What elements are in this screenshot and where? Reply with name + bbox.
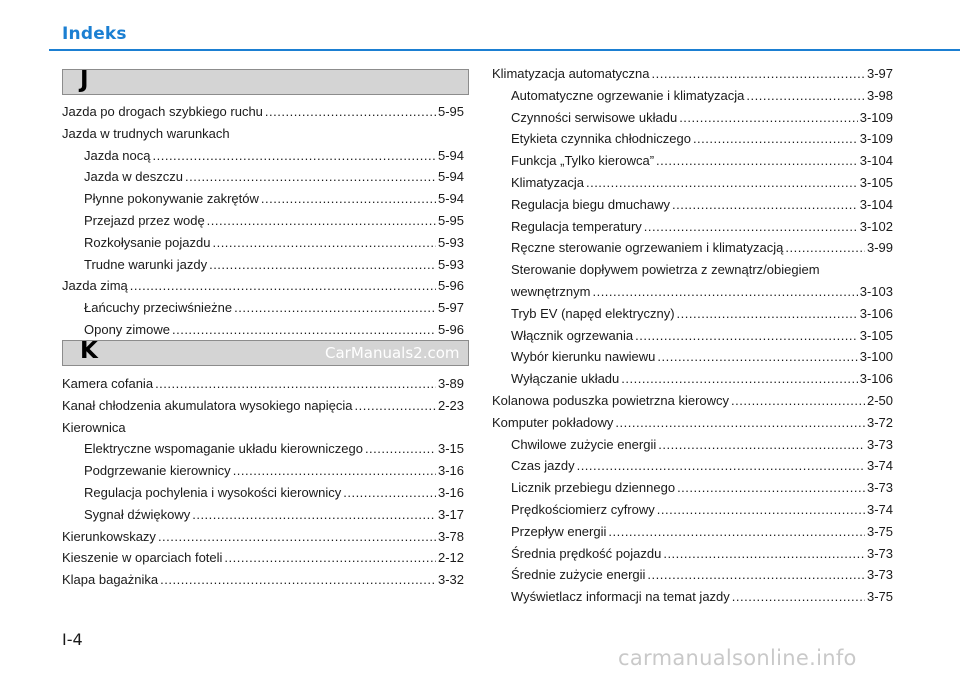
index-entry (511, 371, 893, 386)
index-entry (492, 415, 893, 430)
index-entry (511, 110, 893, 125)
index-entry (84, 257, 464, 272)
dot-leader (677, 306, 858, 321)
index-entry-label: Wyświetlacz informacji na temat jazdy (511, 589, 730, 605)
index-entry-label: Jazda nocą (84, 147, 151, 163)
dot-leader (677, 480, 865, 495)
section-letter-j: J (80, 67, 89, 93)
index-entry-page: 5-93 (437, 234, 464, 250)
index-entry-page: 5-94 (437, 191, 464, 207)
index-entry (511, 589, 893, 604)
index-entry-label: Funkcja „Tylko kierowca” (511, 153, 655, 169)
index-entry-page: 2-12 (437, 550, 464, 566)
index-entry (62, 420, 464, 435)
index-entry (511, 153, 893, 168)
index-entry (84, 300, 464, 315)
index-entry (511, 131, 893, 146)
index-entry (511, 502, 893, 517)
index-entry (511, 262, 893, 277)
index-entry-page: 3-16 (437, 463, 464, 479)
dot-leader (644, 219, 858, 234)
index-entry (62, 572, 464, 587)
index-entry-page: 3-104 (859, 153, 893, 169)
index-entry-page: 3-103 (859, 284, 893, 299)
dot-leader (209, 257, 436, 272)
index-entry-label: Czas jazdy (511, 458, 575, 474)
index-entry (84, 507, 464, 522)
dot-leader (608, 524, 865, 539)
index-entry-label: Regulacja pochylenia i wysokości kierownicy (84, 485, 342, 500)
index-entry-page: 3-105 (859, 175, 893, 190)
dot-leader (185, 169, 436, 184)
index-entry-page: 3-15 (437, 441, 464, 457)
index-entry-label: Wybór kierunku nawiewu (511, 349, 656, 365)
dot-leader (155, 376, 436, 391)
index-entry-page: 3-74 (866, 458, 893, 474)
index-entry (511, 458, 893, 473)
dot-leader (153, 148, 436, 163)
index-entry (84, 322, 464, 337)
index-entry (511, 306, 893, 321)
index-entry-label: Automatyczne ogrzewanie i klimatyzacja (511, 87, 745, 103)
index-entry-page: 3-99 (866, 240, 893, 256)
index-entry-label: Regulacja temperatury (511, 218, 642, 234)
index-entry-label: Kierownica (62, 419, 126, 435)
index-entry (62, 550, 464, 565)
index-entry-label: Etykieta czynnika chłodniczego (511, 131, 691, 147)
index-entry (84, 463, 464, 478)
index-entry-label: Jazda zimą (62, 278, 128, 294)
index-entry (84, 213, 464, 228)
index-entry-page: 3-32 (437, 572, 464, 588)
dot-leader (130, 278, 436, 293)
section-header-k (62, 340, 469, 366)
index-entry-label: Podgrzewanie kierownicy (84, 463, 231, 479)
index-entry-label: Elektryczne wspomaganie układu kierowniczego (84, 441, 363, 457)
index-entry-page: 3-75 (866, 523, 893, 539)
index-entry (511, 88, 893, 103)
index-entry (84, 191, 464, 206)
index-entry-label: Komputer pokładowy (492, 414, 614, 430)
index-entry-label: Kieszenie w oparciach foteli (62, 550, 223, 566)
index-entry-page: 3-100 (859, 349, 893, 365)
dot-leader (592, 284, 857, 299)
index-entry-page: 3-75 (866, 589, 893, 605)
index-entry-page: 5-96 (437, 278, 464, 294)
index-entry-label: Kanał chłodzenia akumulatora wysokiego napięcia (62, 397, 353, 413)
index-entry-label: Sygnał dźwiękowy (84, 506, 191, 522)
index-entry-label: Klimatyzacja automatyczna (492, 66, 650, 81)
index-entry (511, 349, 893, 364)
index-entry-page: 3-109 (859, 109, 893, 125)
index-entry (511, 197, 893, 212)
dot-leader (192, 507, 436, 522)
dot-leader (158, 529, 436, 544)
index-entry-label: Chwilowe zużycie energii (511, 436, 657, 452)
dot-leader (172, 322, 436, 337)
index-entry-page: 3-109 (859, 131, 893, 147)
dot-leader (365, 441, 436, 456)
dot-leader (657, 502, 865, 517)
dot-leader (615, 415, 865, 430)
index-entry (511, 240, 893, 255)
index-entry-label: Przejazd przez wodę (84, 213, 205, 228)
dot-leader (160, 572, 436, 587)
index-entry (511, 437, 893, 452)
index-entry-label: Klimatyzacja (511, 175, 584, 190)
index-entry-page: 3-73 (866, 436, 893, 452)
index-entry-page: 3-106 (859, 305, 893, 321)
index-entry-page: 5-94 (437, 147, 464, 163)
index-entry (62, 376, 464, 391)
index-entry-label: Czynności serwisowe układu (511, 109, 678, 125)
index-entry-page: 5-93 (437, 256, 464, 272)
index-entry (511, 567, 893, 582)
index-entry-page: 3-16 (437, 485, 464, 500)
section-header-j (62, 69, 469, 95)
index-entry-label: Łańcuchy przeciwśnieżne (84, 300, 233, 316)
index-entry-label: Kierunkowskazy (62, 528, 156, 544)
index-entry-label: Tryb EV (napęd elektryczny) (511, 305, 675, 321)
index-entry-page: 3-102 (859, 218, 893, 234)
index-entry (84, 485, 464, 500)
index-entry-label: Rozkołysanie pojazdu (84, 234, 211, 250)
index-entry (511, 480, 893, 495)
carmanuals-watermark: CarManuals2.com (325, 344, 460, 362)
index-entry-label: Wyłączanie układu (511, 371, 620, 387)
index-entry-page: 3-73 (866, 567, 893, 583)
index-entry (62, 278, 464, 293)
dot-leader (343, 485, 436, 500)
index-entry-page: 2-50 (866, 393, 893, 408)
dot-leader (577, 458, 865, 473)
index-entry (62, 104, 464, 119)
index-entry-page: 5-94 (437, 169, 464, 185)
dot-leader (224, 550, 436, 565)
index-entry-page: 3-74 (866, 502, 893, 517)
index-entry-page: 3-17 (437, 506, 464, 522)
index-entry-page: 5-95 (437, 104, 464, 119)
index-entry (511, 328, 893, 343)
index-entry-label: Prędkościomierz cyfrowy (511, 502, 655, 517)
index-entry-page: 3-106 (859, 371, 893, 387)
index-entry-label: Sterowanie dopływem powietrza z zewnątrz/obiegiem (511, 262, 820, 278)
index-entry-page: 3-104 (859, 196, 893, 212)
index-entry-page: 2-23 (437, 397, 464, 413)
index-entry-page: 3-73 (866, 545, 893, 561)
index-entry-label: Kolanowa poduszka powietrzna kierowcy (492, 393, 730, 408)
index-entry-label: Licznik przebiegu dziennego (511, 480, 676, 496)
index-entry-page: 3-72 (866, 414, 893, 430)
dot-leader (657, 349, 857, 364)
index-entry-label: Jazda w trudnych warunkach (62, 125, 230, 141)
dot-leader (785, 240, 865, 255)
index-entry (84, 169, 464, 184)
index-entry-label: Przepływ energii (511, 523, 607, 539)
index-entry (492, 393, 893, 408)
index-title: Indeks (62, 24, 127, 44)
dot-leader (746, 88, 865, 103)
index-entry-page: 3-89 (437, 376, 464, 391)
dot-leader (621, 371, 857, 386)
index-entry-label: Trudne warunki jazdy (84, 256, 208, 272)
index-entry-page: 5-97 (437, 300, 464, 316)
dot-leader (652, 66, 865, 81)
dot-leader (233, 463, 436, 478)
index-entry (84, 235, 464, 250)
dot-leader (647, 567, 865, 582)
index-entry-label: Regulacja biegu dmuchawy (511, 196, 670, 212)
dot-leader (731, 393, 865, 408)
dot-leader (656, 153, 858, 168)
index-entry (84, 441, 464, 456)
index-entry-page: 3-78 (437, 528, 464, 544)
index-entry (62, 529, 464, 544)
dot-leader (732, 589, 865, 604)
index-entry-label: Klapa bagażnika (62, 572, 159, 588)
index-entry-page: 3-98 (866, 87, 893, 103)
dot-leader (679, 110, 858, 125)
header-rule (49, 49, 960, 51)
index-entry-label: Jazda po drogach szybkiego ruchu (62, 104, 263, 119)
index-entry-label: wewnętrznym (511, 284, 591, 299)
index-entry (511, 524, 893, 539)
index-entry-page: 5-95 (437, 213, 464, 228)
dot-leader (693, 131, 858, 146)
index-entry (511, 175, 893, 190)
index-entry-label: Kamera cofania (62, 376, 154, 391)
index-entry (84, 148, 464, 163)
index-entry-page: 3-73 (866, 480, 893, 496)
dot-leader (234, 300, 436, 315)
dot-leader (663, 546, 865, 561)
dot-leader (635, 328, 858, 343)
index-entry (62, 126, 464, 141)
index-entry (511, 219, 893, 234)
index-entry-page: 5-96 (437, 322, 464, 337)
dot-leader (207, 213, 436, 228)
dot-leader (212, 235, 436, 250)
index-entry-label: Średnia prędkość pojazdu (511, 545, 662, 561)
index-entry (511, 546, 893, 561)
index-entry-page: 3-97 (866, 66, 893, 81)
index-entry-label: Płynne pokonywanie zakrętów (84, 191, 259, 207)
index-entry-label: Jazda w deszczu (84, 169, 183, 185)
index-entry (62, 398, 464, 413)
dot-leader (265, 104, 436, 119)
index-entry (492, 66, 893, 81)
dot-leader (672, 197, 858, 212)
dot-leader (261, 191, 436, 206)
index-entry-label: Opony zimowe (84, 322, 170, 337)
site-watermark: carmanualsonline.info (618, 646, 857, 670)
dot-leader (658, 437, 865, 452)
section-letter-k: K (80, 338, 98, 364)
dot-leader (355, 398, 436, 413)
index-entry (511, 284, 893, 299)
page-number: I-4 (62, 630, 83, 649)
index-entry-label: Włącznik ogrzewania (511, 327, 634, 343)
index-entry-page: 3-105 (859, 327, 893, 343)
index-entry-label: Ręczne sterowanie ogrzewaniem i klimatyzacją (511, 240, 784, 256)
index-entry-label: Średnie zużycie energii (511, 567, 646, 583)
dot-leader (586, 175, 858, 190)
